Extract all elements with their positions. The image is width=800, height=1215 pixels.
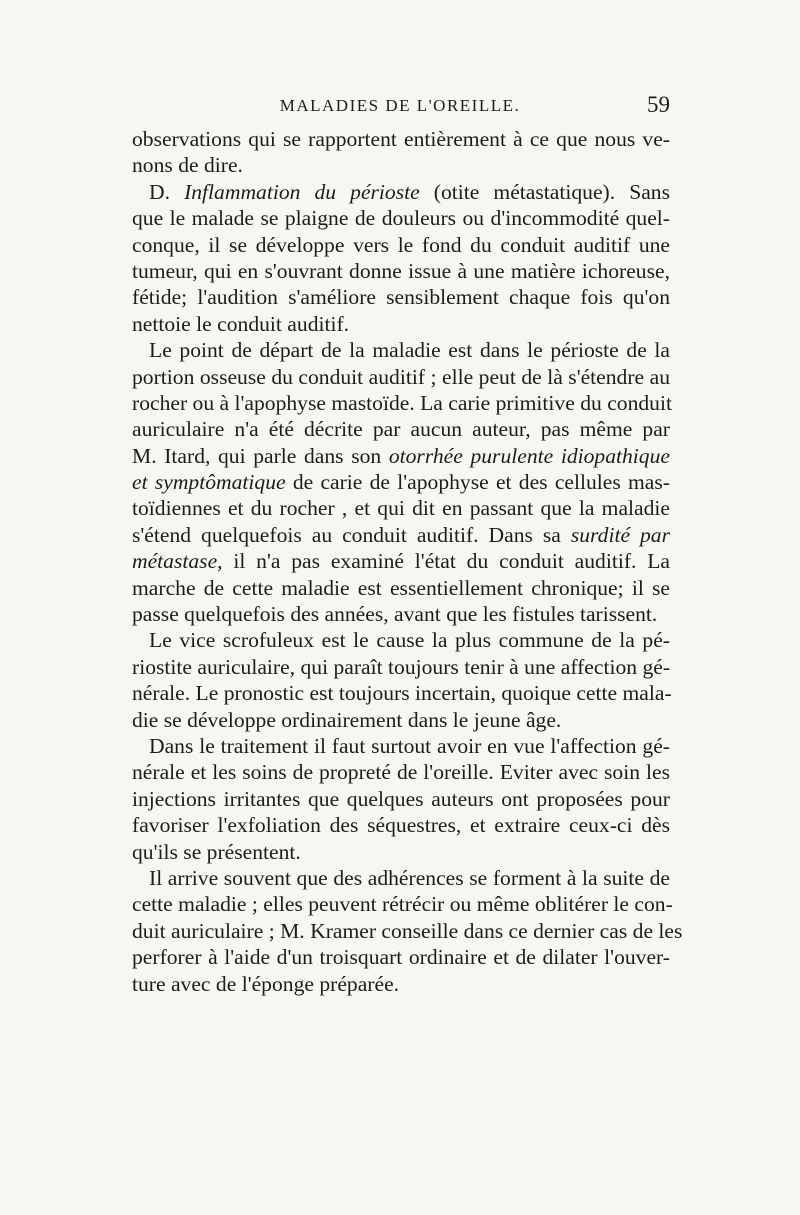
text-line: [132, 443, 670, 469]
text-line: [132, 364, 670, 390]
text-line: [132, 786, 670, 812]
text-segment: favoriser l'exfoliation des séquestres, et extraire ceux-ci dès: [132, 813, 670, 838]
text-line: [132, 865, 670, 891]
text-segment: cette maladie ; elles peuvent rétrécir ou même oblitérer le con-: [132, 892, 673, 917]
text-line: [132, 522, 670, 548]
text-segment: nons de dire.: [132, 153, 243, 178]
text-segment: nérale et les soins de propreté de l'oreille. Eviter avec soin les: [132, 760, 670, 785]
text-segment: M. Itard, qui parle dans son: [132, 443, 389, 468]
text-segment: perforer à l'aide d'un troisquart ordinaire et de dilater l'ouver-: [132, 945, 670, 970]
text-line: [132, 575, 670, 601]
italic-text: métastase: [132, 549, 218, 574]
text-segment: tumeur, qui en s'ouvrant donne issue à une matière ichoreuse,: [132, 258, 670, 283]
text-line: [132, 627, 670, 653]
body-text: [132, 126, 683, 997]
text-line: [132, 179, 670, 205]
text-segment: de carie de l'apophyse et des cellules mas-: [285, 470, 670, 495]
text-segment: nettoie le conduit auditif.: [132, 311, 350, 336]
text-line: [132, 390, 670, 416]
text-segment: conque, il se développe vers le fond du conduit auditif une: [132, 232, 670, 257]
text-line: [132, 284, 670, 310]
italic-text: otorrhée purulente idiopathique: [388, 443, 670, 468]
text-line: [132, 126, 670, 152]
page-header: [130, 92, 670, 122]
italic-text: surdité par: [570, 522, 670, 547]
text-segment: qu'ils se présentent.: [132, 839, 301, 864]
text-line: [132, 205, 670, 231]
text-segment: rocher ou à l'apophyse mastoïde. La carie primitive du conduit: [132, 390, 672, 415]
text-segment: observations qui se rapportent entièrement à ce que nous ve-: [132, 127, 670, 151]
text-segment: portion osseuse du conduit auditif ; elle peut de là s'étendre au: [132, 364, 670, 389]
text-segment: Dans le traitement il faut surtout avoir en vue l'affection gé-: [149, 733, 670, 758]
text-segment: marche de cette maladie est essentiellement chronique; il se: [132, 575, 670, 600]
text-segment: injections irritantes que quelques auteurs ont proposées pour: [132, 786, 670, 811]
text-line: [132, 707, 670, 733]
text-line: [132, 258, 670, 284]
text-segment: ture avec de l'éponge préparée.: [132, 971, 400, 996]
text-segment: Le point de départ de la maladie est dans le périoste de la: [149, 338, 670, 363]
text-segment: s'étend quelquefois au conduit auditif. Dans sa: [132, 522, 571, 547]
text-segment: passe quelquefois des années, avant que les fistules tarissent.: [132, 602, 658, 627]
text-line: [132, 548, 670, 574]
text-segment: die se développe ordinairement dans le jeune âge.: [132, 707, 562, 732]
text-line: [132, 337, 670, 363]
text-line: [132, 839, 670, 865]
text-line: [132, 416, 670, 442]
running-title: MALADIES DE L'OREILLE.: [279, 96, 521, 115]
text-line: [132, 680, 670, 706]
text-segment: Il arrive souvent que des adhérences se forment à la suite de: [149, 865, 670, 890]
text-segment: , il n'a pas examiné l'état du conduit auditif. La: [217, 549, 670, 574]
text-segment: fétide; l'audition s'améliore sensiblement chaque fois qu'on: [132, 285, 670, 310]
text-line: [132, 918, 683, 944]
text-segment: Le vice scrofuleux est le cause la plus commune de la pé-: [149, 628, 670, 653]
text-segment: (otite métastatique). Sans: [419, 179, 670, 204]
text-line: [132, 469, 670, 495]
text-segment: auriculaire n'a été décrite par aucun auteur, pas même par: [132, 417, 670, 442]
text-segment: riostite auriculaire, qui paraît toujours tenir à une affection gé-: [132, 654, 671, 679]
text-line: [132, 311, 670, 337]
text-line: [132, 759, 670, 785]
italic-text: Inflammation du périoste: [184, 179, 420, 204]
text-line: [132, 601, 670, 627]
text-segment: D.: [149, 179, 185, 204]
text-segment: que le malade se plaigne de douleurs ou d'incommodité quel-: [132, 206, 670, 231]
page-number: 59: [647, 92, 670, 117]
text-line: [132, 733, 670, 759]
text-segment: nérale. Le pronostic est toujours incertain, quoique cette mala-: [132, 681, 672, 706]
text-line: [132, 971, 670, 997]
italic-text: et symptômatique: [132, 470, 286, 495]
text-segment: duit auriculaire ; M. Kramer conseille dans ce dernier cas de les: [132, 918, 683, 943]
text-line: [132, 654, 670, 680]
text-segment: toïdiennes et du rocher , et qui dit en passant que la maladie: [132, 496, 670, 521]
text-line: [132, 944, 670, 970]
text-line: [132, 891, 673, 917]
text-line: [132, 232, 670, 258]
text-line: [132, 495, 670, 521]
text-line: [132, 812, 670, 838]
text-line: [132, 152, 670, 178]
